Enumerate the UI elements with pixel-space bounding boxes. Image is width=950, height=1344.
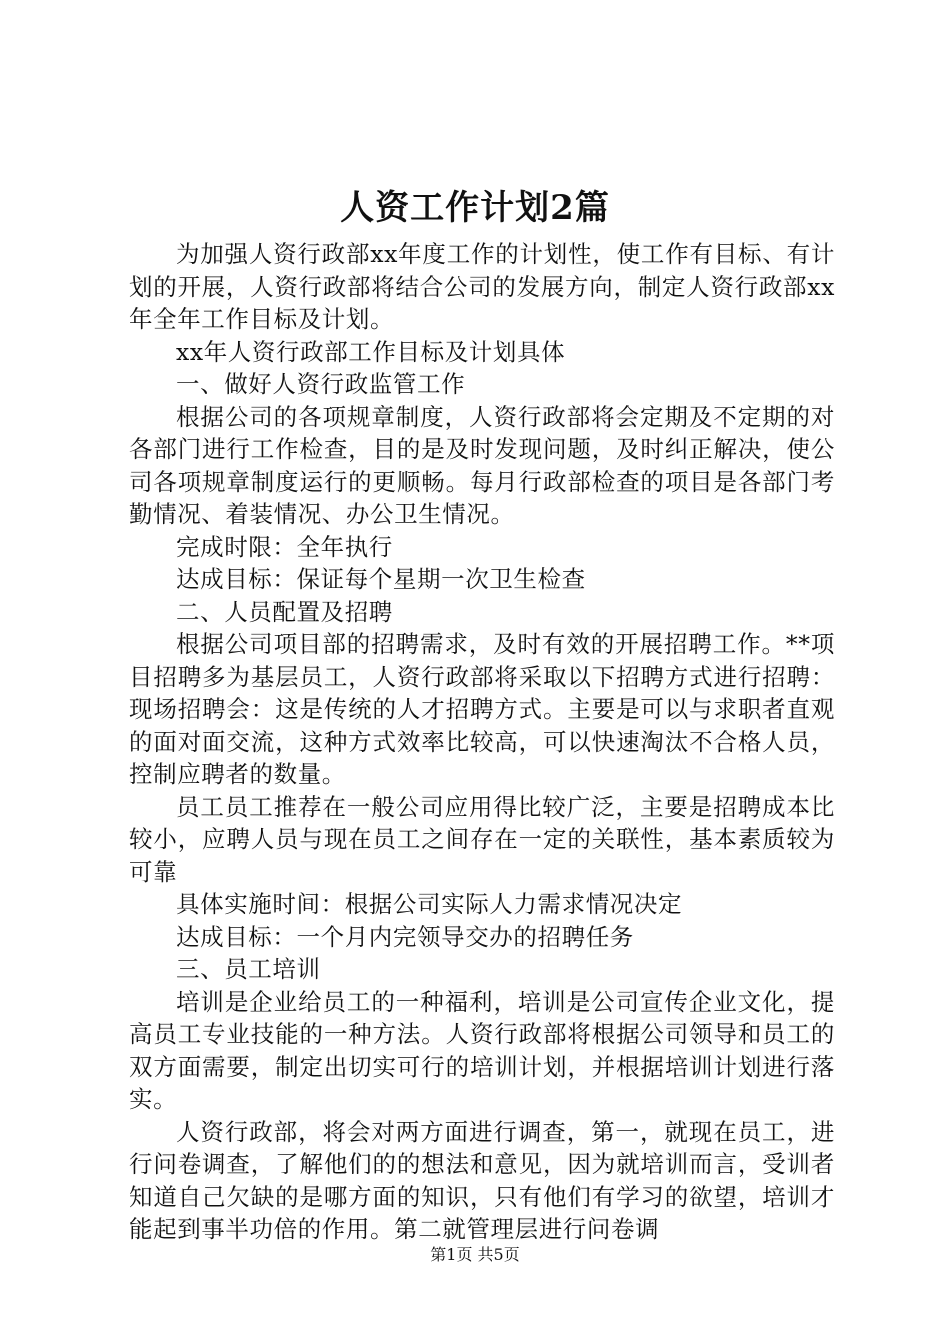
paragraph-plan-heading: xx年人资行政部工作目标及计划具体 [176,337,566,366]
document-title: 人资工作计划2篇 [340,188,610,228]
paragraph-referral: 员工员工推荐在一般公司应用得比较广泛，主要是招聘成本比较小，应聘人员与现在员工之间存在一定的关联性，基本素质较为可靠 [129,792,835,886]
paragraph-recruitment: 根据公司项目部的招聘需求，及时有效的开展招聘工作。**项目招聘多为基层员工，人资行政部将采取以下招聘方式进行招聘：现场招聘会：这是传统的人才招聘方式。主要是可以与求职者直观的面对面交流，这种方式效率比较高，可以快速淘汰不合格人员，控制应聘者的数量。 [129,630,835,788]
section-heading-supervision: 一、做好人资行政监管工作 [176,370,466,398]
section-heading-training: 三、员工培训 [176,955,321,983]
section-heading-recruitment: 二、人员配置及招聘 [176,597,393,626]
page-footer: 第1页 共5页 [430,1245,520,1264]
paragraph-deadline: 完成时限：全年执行 [176,532,393,561]
paragraph-supervision: 根据公司的各项规章制度，人资行政部将会定期及不定期的对各部门进行工作检查，目的是及时发现问题，及时纠正解决，使公司各项规章制度运行的更顺畅。每月行政部检查的项目是各部门考勤情况、着装情况、办公卫生情况。 [129,402,835,528]
paragraph-goal-recruitment: 达成目标：一个月内完领导交办的招聘任务 [176,922,634,951]
paragraph-implementation-time: 具体实施时间：根据公司实际人力需求情况决定 [176,890,683,918]
document-body [129,238,835,1246]
paragraph-intro: 为加强人资行政部xx年度工作的计划性，使工作有目标、有计划的开展，人资行政部将结合公司的发展方向，制定人资行政部xx年全年工作目标及计划。 [129,240,835,333]
paragraph-survey: 人资行政部，将会对两方面进行调查，第一，就现在员工，进行问卷调查，了解他们的的想法和意见，因为就培训而言，受训者知道自己欠缺的是哪方面的知识，只有他们有学习的欲望，培训才能起到事半功倍的作用。第二就管理层进行问卷调 [129,1117,835,1243]
paragraph-goal-hygiene: 达成目标：保证每个星期一次卫生检查 [176,565,586,593]
paragraph-training: 培训是企业给员工的一种福利，培训是公司宣传企业文化，提高员工专业技能的一种方法。人资行政部将根据公司领导和员工的双方面需要，制定出切实可行的培训计划，并根据培训计划进行落实。 [129,987,835,1113]
